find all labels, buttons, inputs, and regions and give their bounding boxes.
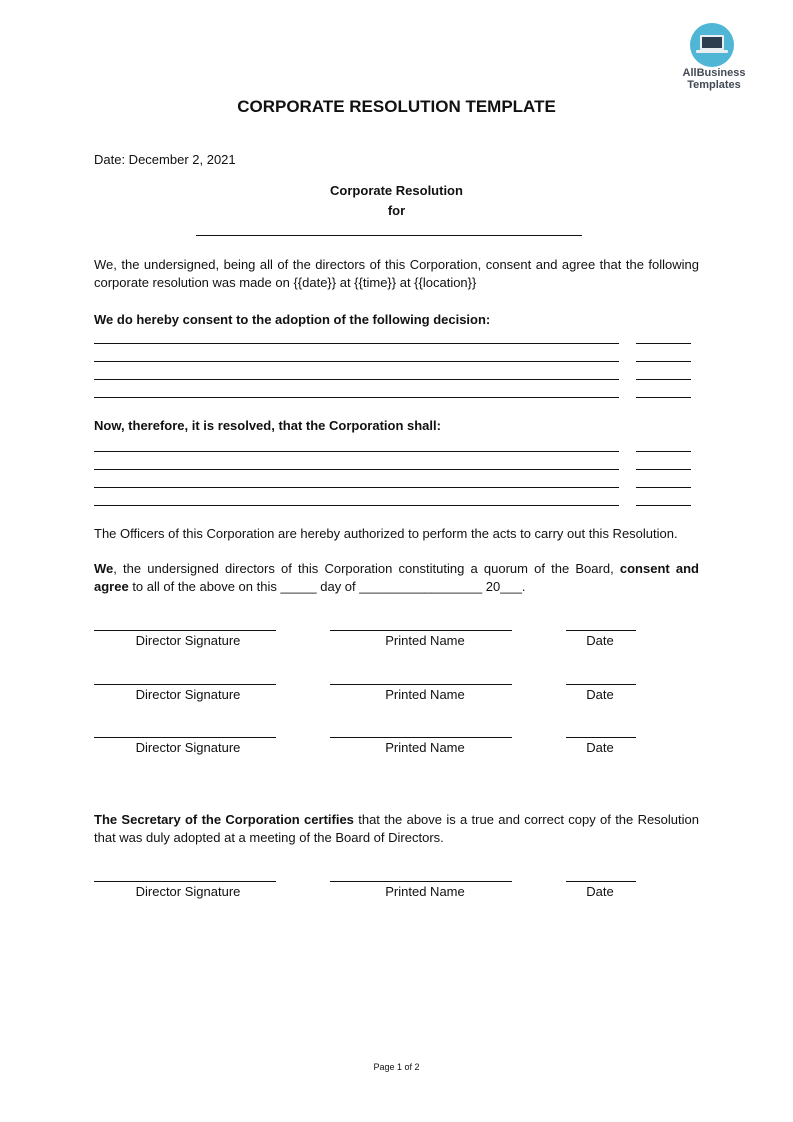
resolved-short-line[interactable] xyxy=(636,505,691,506)
resolved-line[interactable] xyxy=(94,487,619,488)
date-label: Date xyxy=(586,740,614,755)
director-signature-line[interactable] xyxy=(94,881,276,882)
resolution-name-line[interactable] xyxy=(196,235,582,236)
quorum-agree: agree xyxy=(94,579,129,594)
resolution-for: for xyxy=(387,203,406,218)
secretary-certifies: The Secretary of the Corporation certifies xyxy=(94,812,354,827)
quorum-we: We xyxy=(94,561,114,576)
printed-name-line[interactable] xyxy=(330,684,512,685)
secretary-paragraph xyxy=(94,811,699,847)
decision-line[interactable] xyxy=(94,397,619,398)
laptop-base xyxy=(696,50,728,53)
date-line: Date: December 2, 2021 xyxy=(94,152,236,167)
printed-name-line[interactable] xyxy=(330,737,512,738)
printed-name-label: Printed Name xyxy=(385,740,465,755)
date-signature-line[interactable] xyxy=(566,684,636,685)
laptop-icon xyxy=(700,35,724,50)
printed-name-line[interactable] xyxy=(330,630,512,631)
date-label: Date xyxy=(586,884,614,899)
resolved-line[interactable] xyxy=(94,469,619,470)
brand-name-line2: Templates xyxy=(687,79,741,91)
quorum-text-2: to all of the above on this _____ day of _________________ 20___. xyxy=(128,579,526,594)
decision-line[interactable] xyxy=(94,343,619,344)
secretary-text: that the above is a true and correct copy of the Resolution that was duly adopted at a meeting of the Board of Directors. xyxy=(94,812,699,845)
date-signature-line[interactable] xyxy=(566,737,636,738)
decision-line[interactable] xyxy=(94,379,619,380)
document-title: CORPORATE RESOLUTION TEMPLATE xyxy=(237,97,556,116)
date-label: Date xyxy=(586,687,614,702)
page-number: Page 1 of 2 xyxy=(373,1062,420,1072)
intro-paragraph: We, the undersigned, being all of the directors of this Corporation, consent and agree that the following corporate resolution was made on {{date}} at {{time}} at {{location}} xyxy=(94,257,699,290)
resolved-short-line[interactable] xyxy=(636,469,691,470)
printed-name-line[interactable] xyxy=(330,881,512,882)
date-label: Date xyxy=(586,633,614,648)
decision-line[interactable] xyxy=(94,361,619,362)
quorum-paragraph xyxy=(94,560,699,596)
quorum-text-1: , the undersigned directors of this Corporation constituting a quorum of the Board, xyxy=(113,561,620,576)
director-signature-line[interactable] xyxy=(94,684,276,685)
date-signature-line[interactable] xyxy=(566,630,636,631)
printed-name-label: Printed Name xyxy=(385,633,465,648)
resolved-short-line[interactable] xyxy=(636,487,691,488)
resolved-short-line[interactable] xyxy=(636,451,691,452)
date-signature-line[interactable] xyxy=(566,881,636,882)
printed-name-label: Printed Name xyxy=(385,884,465,899)
director-signature-label: Director Signature xyxy=(135,884,241,899)
brand-logo xyxy=(690,23,734,67)
director-signature-line[interactable] xyxy=(94,630,276,631)
director-signature-label: Director Signature xyxy=(135,633,241,648)
director-signature-label: Director Signature xyxy=(135,740,241,755)
director-signature-line[interactable] xyxy=(94,737,276,738)
section-decision-heading: We do hereby consent to the adoption of the following decision: xyxy=(94,312,491,327)
printed-name-label: Printed Name xyxy=(385,687,465,702)
director-signature-label: Director Signature xyxy=(135,687,241,702)
decision-short-line[interactable] xyxy=(636,343,691,344)
resolved-line[interactable] xyxy=(94,505,619,506)
quorum-consent: consent and xyxy=(619,561,699,576)
resolved-line[interactable] xyxy=(94,451,619,452)
brand-name-line1: AllBusiness xyxy=(682,67,746,79)
decision-short-line[interactable] xyxy=(636,397,691,398)
decision-short-line[interactable] xyxy=(636,361,691,362)
resolution-heading: Corporate Resolution xyxy=(330,183,463,198)
officers-paragraph: The Officers of this Corporation are hereby authorized to perform the acts to carry out this Resolution. xyxy=(94,526,678,541)
section-resolved-heading: Now, therefore, it is resolved, that the Corporation shall: xyxy=(94,418,441,433)
decision-short-line[interactable] xyxy=(636,379,691,380)
